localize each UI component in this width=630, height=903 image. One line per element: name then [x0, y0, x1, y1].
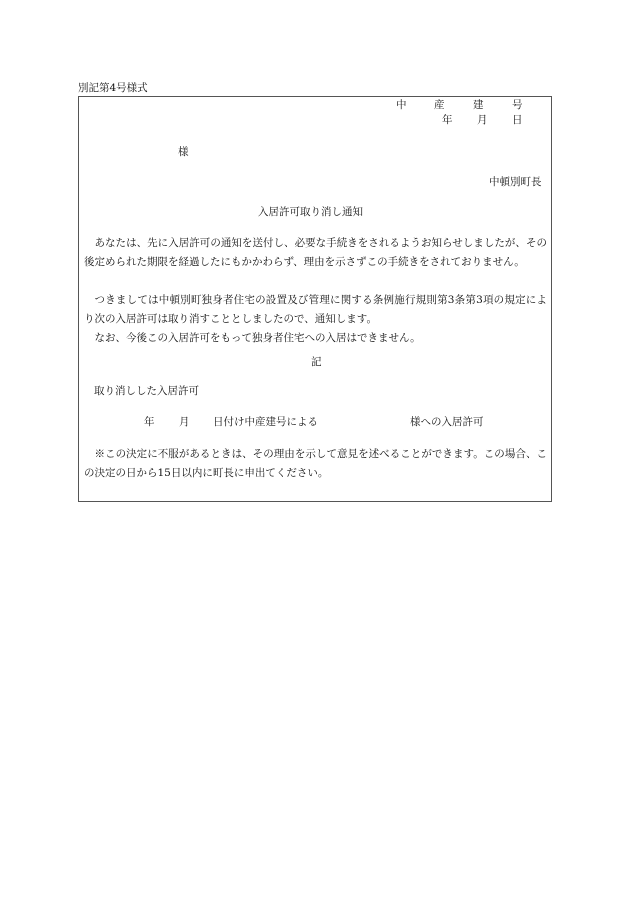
date-year: 年 — [442, 114, 453, 126]
doc-number-char-2: 産 — [434, 99, 445, 111]
item-label: 取り消しした入居許可 — [94, 385, 199, 397]
detail-reference: 日付け中産建号による — [213, 416, 318, 428]
addressee-suffix: 様 — [178, 146, 189, 158]
ki-heading: 記 — [311, 356, 322, 368]
detail-end: 様への入居許可 — [410, 416, 484, 428]
appeal-note: ※この決定に不服があるときは、その理由を示して意見を述べることができます。この場合、この決定の日から15日以内に町長に申出てください。 — [84, 448, 547, 480]
body-paragraph-1: あなたは、先に入居許可の通知を送付し、必要な手続きをされるようお知らせしましたが、その後定められた期限を経過したにもかかわらず、理由を示さずこの手続きをされておりません。 — [84, 237, 547, 269]
document-title: 入居許可取り消し通知 — [258, 206, 363, 218]
doc-number-char-3: 建 — [473, 99, 484, 111]
body-paragraph-2: つきましては中頓別町独身者住宅の設置及び管理に関する条例施行規則第3条第3項の規定により次の入居許可は取り消すこととしましたので、通知します。 — [84, 294, 547, 326]
date-day: 日 — [512, 114, 523, 126]
date-month: 月 — [477, 114, 488, 126]
detail-month: 月 — [179, 416, 190, 428]
detail-year: 年 — [144, 416, 155, 428]
sender-name: 中頓別町長 — [489, 176, 542, 188]
form-number-label: 別記第4号様式 — [78, 82, 148, 94]
doc-number-char-4: 号 — [512, 99, 523, 111]
body-paragraph-3: なお、今後この入居許可をもって独身者住宅への入居はできません。 — [94, 332, 421, 344]
doc-number-char-1: 中 — [396, 99, 407, 111]
